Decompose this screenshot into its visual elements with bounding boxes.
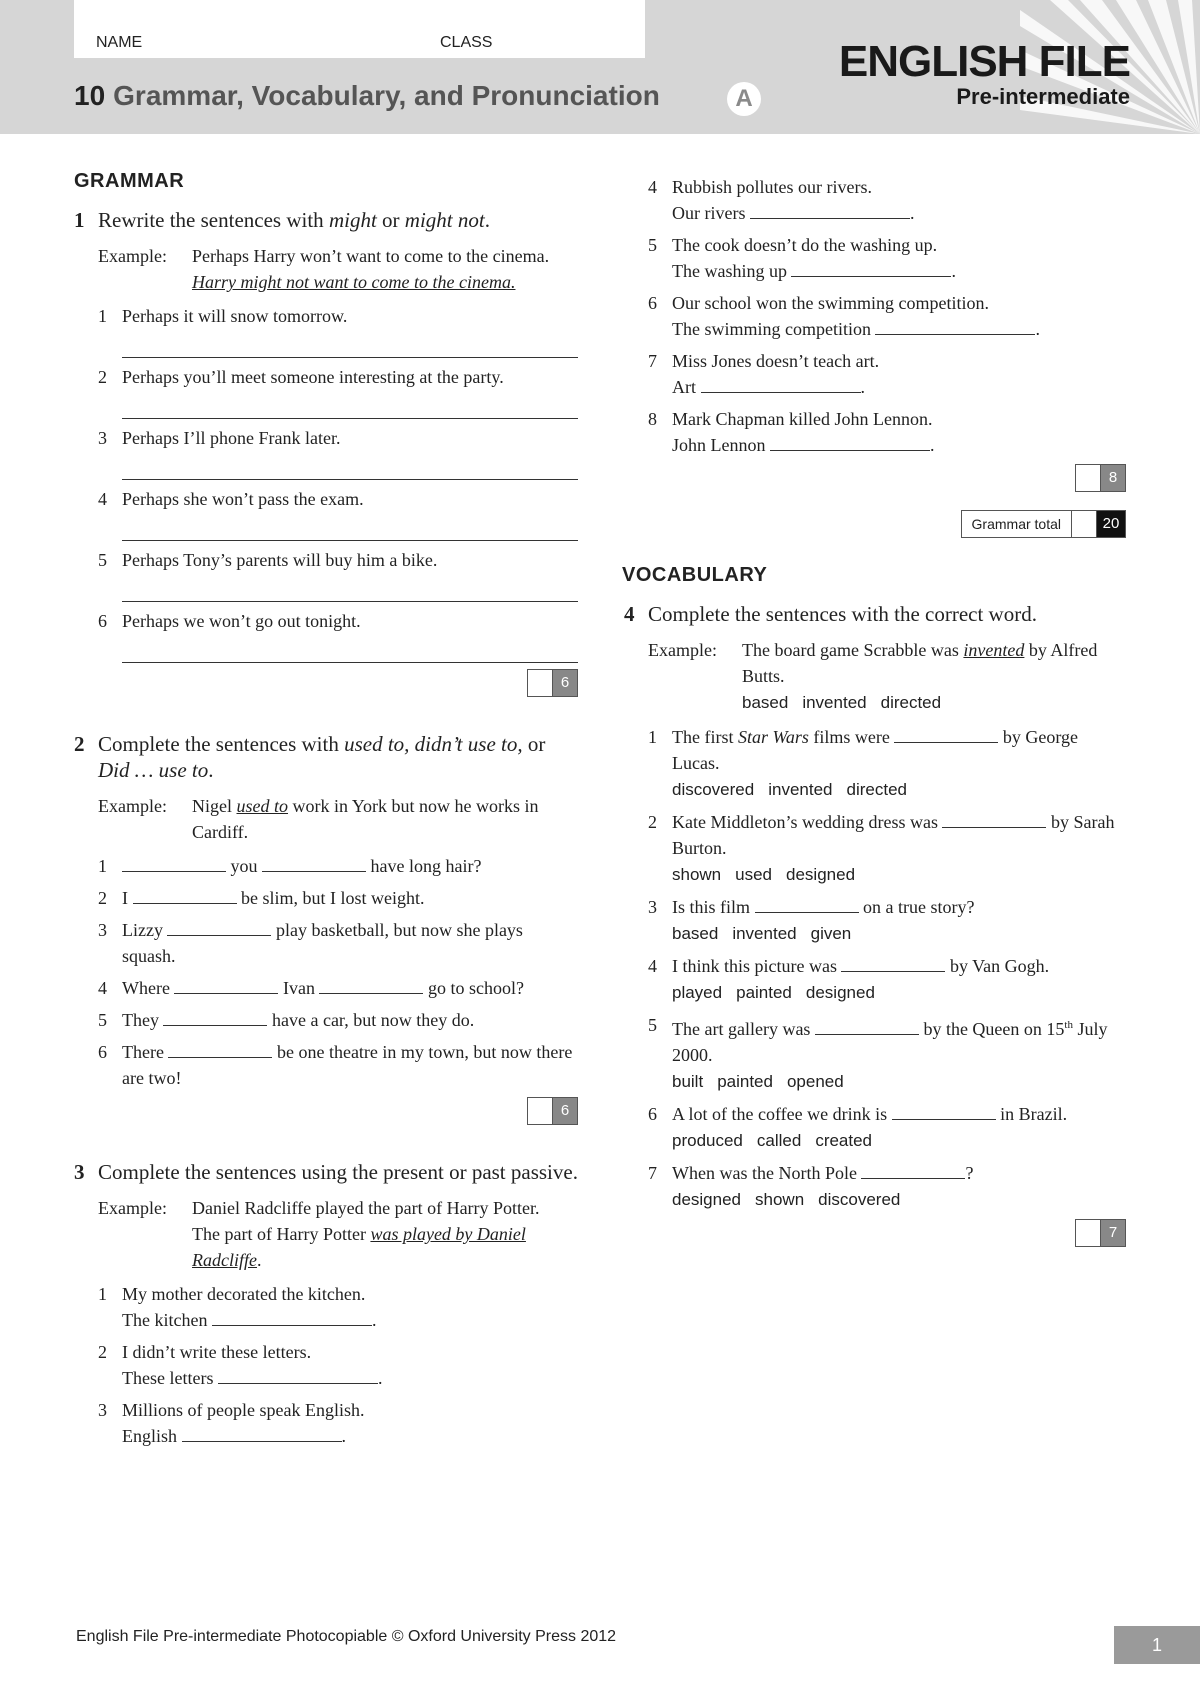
list-item: 4 Perhaps she won’t pass the exam. xyxy=(98,486,578,541)
example-answer: invented xyxy=(963,640,1025,660)
answer-blank[interactable] xyxy=(262,853,366,872)
answer-blank[interactable] xyxy=(755,894,859,913)
answer-blank[interactable] xyxy=(861,1160,965,1179)
answer-blank[interactable] xyxy=(815,1016,919,1035)
answer-blank[interactable] xyxy=(218,1365,378,1384)
score-box-ex3: 8 xyxy=(624,464,1126,492)
list-item: 4 Rubbish pollutes our rivers. Our rivers . xyxy=(648,177,915,223)
exercise-4-example: Example: The board game Scrabble was invented by Alfred Butts. based invented directed xyxy=(648,640,1098,712)
brand-logo xyxy=(838,37,1130,110)
answer-blank[interactable] xyxy=(212,1307,372,1326)
score-input[interactable] xyxy=(528,1098,553,1124)
list-item: 2 Perhaps you’ll meet someone interesting at the party. xyxy=(98,364,578,419)
brand-subtitle: Pre-intermediate xyxy=(956,84,1130,109)
score-box-ex1: 6 xyxy=(74,669,578,697)
page-header xyxy=(0,0,1200,134)
list-item: 5 The cook doesn’t do the washing up. The washing up . xyxy=(648,235,956,281)
answer-blank[interactable] xyxy=(319,975,423,994)
list-item: 1 Perhaps it will snow tomorrow. xyxy=(98,303,578,358)
list-item: 6 A lot of the coffee we drink is in Brazil. produced called created xyxy=(648,1101,1126,1154)
grammar-total-box: Grammar total 20 xyxy=(624,510,1126,538)
version-badge: A xyxy=(727,82,761,116)
exercise-4-items xyxy=(624,724,1126,1213)
answer-blank[interactable] xyxy=(791,258,951,277)
class-label: CLASS xyxy=(440,34,493,51)
answer-blank[interactable] xyxy=(163,1007,267,1026)
exercise-2-example: Example: Nigel used to work in York but now he works in Cardiff. xyxy=(98,796,539,842)
right-column xyxy=(624,170,1126,1247)
list-item: 6 Our school won the swimming competition. The swimming competition . xyxy=(648,293,1040,339)
answer-blank[interactable] xyxy=(770,432,930,451)
page-title xyxy=(74,80,660,112)
answer-line[interactable] xyxy=(122,329,578,358)
page-number: 1 xyxy=(1114,1626,1200,1664)
list-item: 6 Perhaps we won’t go out tonight. xyxy=(98,608,578,663)
left-column xyxy=(74,170,578,1455)
list-item: 7 When was the North Pole ? designed shown discovered xyxy=(648,1160,1126,1213)
answer-blank[interactable] xyxy=(167,917,271,936)
list-item: 2 Kate Middleton’s wedding dress was by Sarah Burton. shown used designed xyxy=(648,809,1126,888)
answer-blank[interactable] xyxy=(122,853,226,872)
exercise-1-heading: 1 Rewrite the sentences with might or might not. xyxy=(74,208,490,232)
list-item: 4 I think this picture was by Van Gogh. played painted designed xyxy=(648,953,1126,1006)
score-input[interactable] xyxy=(1076,465,1101,491)
example-answer: used to xyxy=(236,796,288,816)
score-input[interactable] xyxy=(1076,1220,1101,1246)
answer-blank[interactable] xyxy=(182,1423,342,1442)
list-item: 6 There be one theatre in my town, but now there are two! xyxy=(98,1039,578,1091)
list-item: 2 I be slim, but I lost weight. xyxy=(98,885,578,911)
answer-line[interactable] xyxy=(122,512,578,541)
exercise-3-example: Example: Daniel Radcliffe played the part of Harry Potter. The part of Harry Potter was played by Daniel Radcliffe. xyxy=(98,1198,540,1270)
list-item: 3 Millions of people speak English. English . xyxy=(98,1400,365,1446)
list-item: 1 you have long hair? xyxy=(98,853,578,879)
brand-title: ENGLISH FILE xyxy=(838,37,1130,86)
answer-blank[interactable] xyxy=(875,316,1035,335)
list-item: 8 Mark Chapman killed John Lennon. John Lennon . xyxy=(648,409,935,455)
list-item: 1 My mother decorated the kitchen. The kitchen . xyxy=(98,1284,377,1330)
answer-line[interactable] xyxy=(122,451,578,480)
list-item: 3 Is this film on a true story? based invented given xyxy=(648,894,1126,947)
answer-line[interactable] xyxy=(122,634,578,663)
exercise-2-items xyxy=(74,853,578,1091)
score-box-ex4: 7 xyxy=(624,1219,1126,1247)
vocabulary-heading: VOCABULARY xyxy=(622,564,768,586)
answer-line[interactable] xyxy=(122,390,578,419)
name-label: NAME xyxy=(96,34,143,51)
list-item: 5 Perhaps Tony’s parents will buy him a bike. xyxy=(98,547,578,602)
answer-blank[interactable] xyxy=(168,1039,272,1058)
name-class-box xyxy=(74,0,645,58)
list-item: 1 The first Star Wars films were by George Lucas. discovered invented directed xyxy=(648,724,1126,803)
answer-blank[interactable] xyxy=(174,975,278,994)
answer-blank[interactable] xyxy=(894,724,998,743)
list-item: 3 Perhaps I’ll phone Frank later. xyxy=(98,425,578,480)
list-item: 7 Miss Jones doesn’t teach art. Art . xyxy=(648,351,880,397)
answer-blank[interactable] xyxy=(942,809,1046,828)
exercise-4-heading: 4 Complete the sentences with the correct word. xyxy=(624,602,1037,626)
list-item: 5 The art gallery was by the Queen on 15th July 2000. built painted opened xyxy=(648,1015,1108,1091)
copyright-footer: English File Pre-intermediate Photocopiable © Oxford University Press 2012 xyxy=(76,1628,617,1645)
answer-blank[interactable] xyxy=(133,885,237,904)
example-answer: was played by Daniel Radcliffe xyxy=(192,1224,526,1270)
answer-line[interactable] xyxy=(122,573,578,602)
exercise-1-items xyxy=(74,303,578,663)
list-item: 2 I didn’t write these letters. These letters . xyxy=(98,1342,383,1388)
score-box-ex2: 6 xyxy=(74,1097,578,1125)
grammar-heading: GRAMMAR xyxy=(74,170,185,192)
exercise-2-heading: 2 Complete the sentences with used to, didn’t use to, or Did … use to. xyxy=(74,732,546,782)
exercise-3-heading: 3 Complete the sentences using the present or past passive. xyxy=(74,1160,578,1184)
answer-blank[interactable] xyxy=(841,953,945,972)
exercise-3-items-continued xyxy=(624,174,1126,458)
answer-blank[interactable] xyxy=(750,200,910,219)
score-input[interactable] xyxy=(1072,511,1097,537)
list-item: 5 They have a car, but now they do. xyxy=(98,1007,578,1033)
unit-title-text: Grammar, Vocabulary, and Pronunciation xyxy=(113,80,660,111)
exercise-1-example: Example: Perhaps Harry won’t want to come to the cinema. Harry might not want to come to the cinema. xyxy=(98,246,550,292)
answer-blank[interactable] xyxy=(701,374,861,393)
unit-number: 10 xyxy=(74,80,106,111)
score-input[interactable] xyxy=(528,670,553,696)
exercise-3-items xyxy=(74,1281,578,1449)
list-item: 4 Where Ivan go to school? xyxy=(98,975,578,1001)
list-item: 3 Lizzy play basketball, but now she plays squash. xyxy=(98,917,578,969)
answer-blank[interactable] xyxy=(892,1101,996,1120)
example-answer: Harry might not want to come to the cinema. xyxy=(192,272,516,292)
